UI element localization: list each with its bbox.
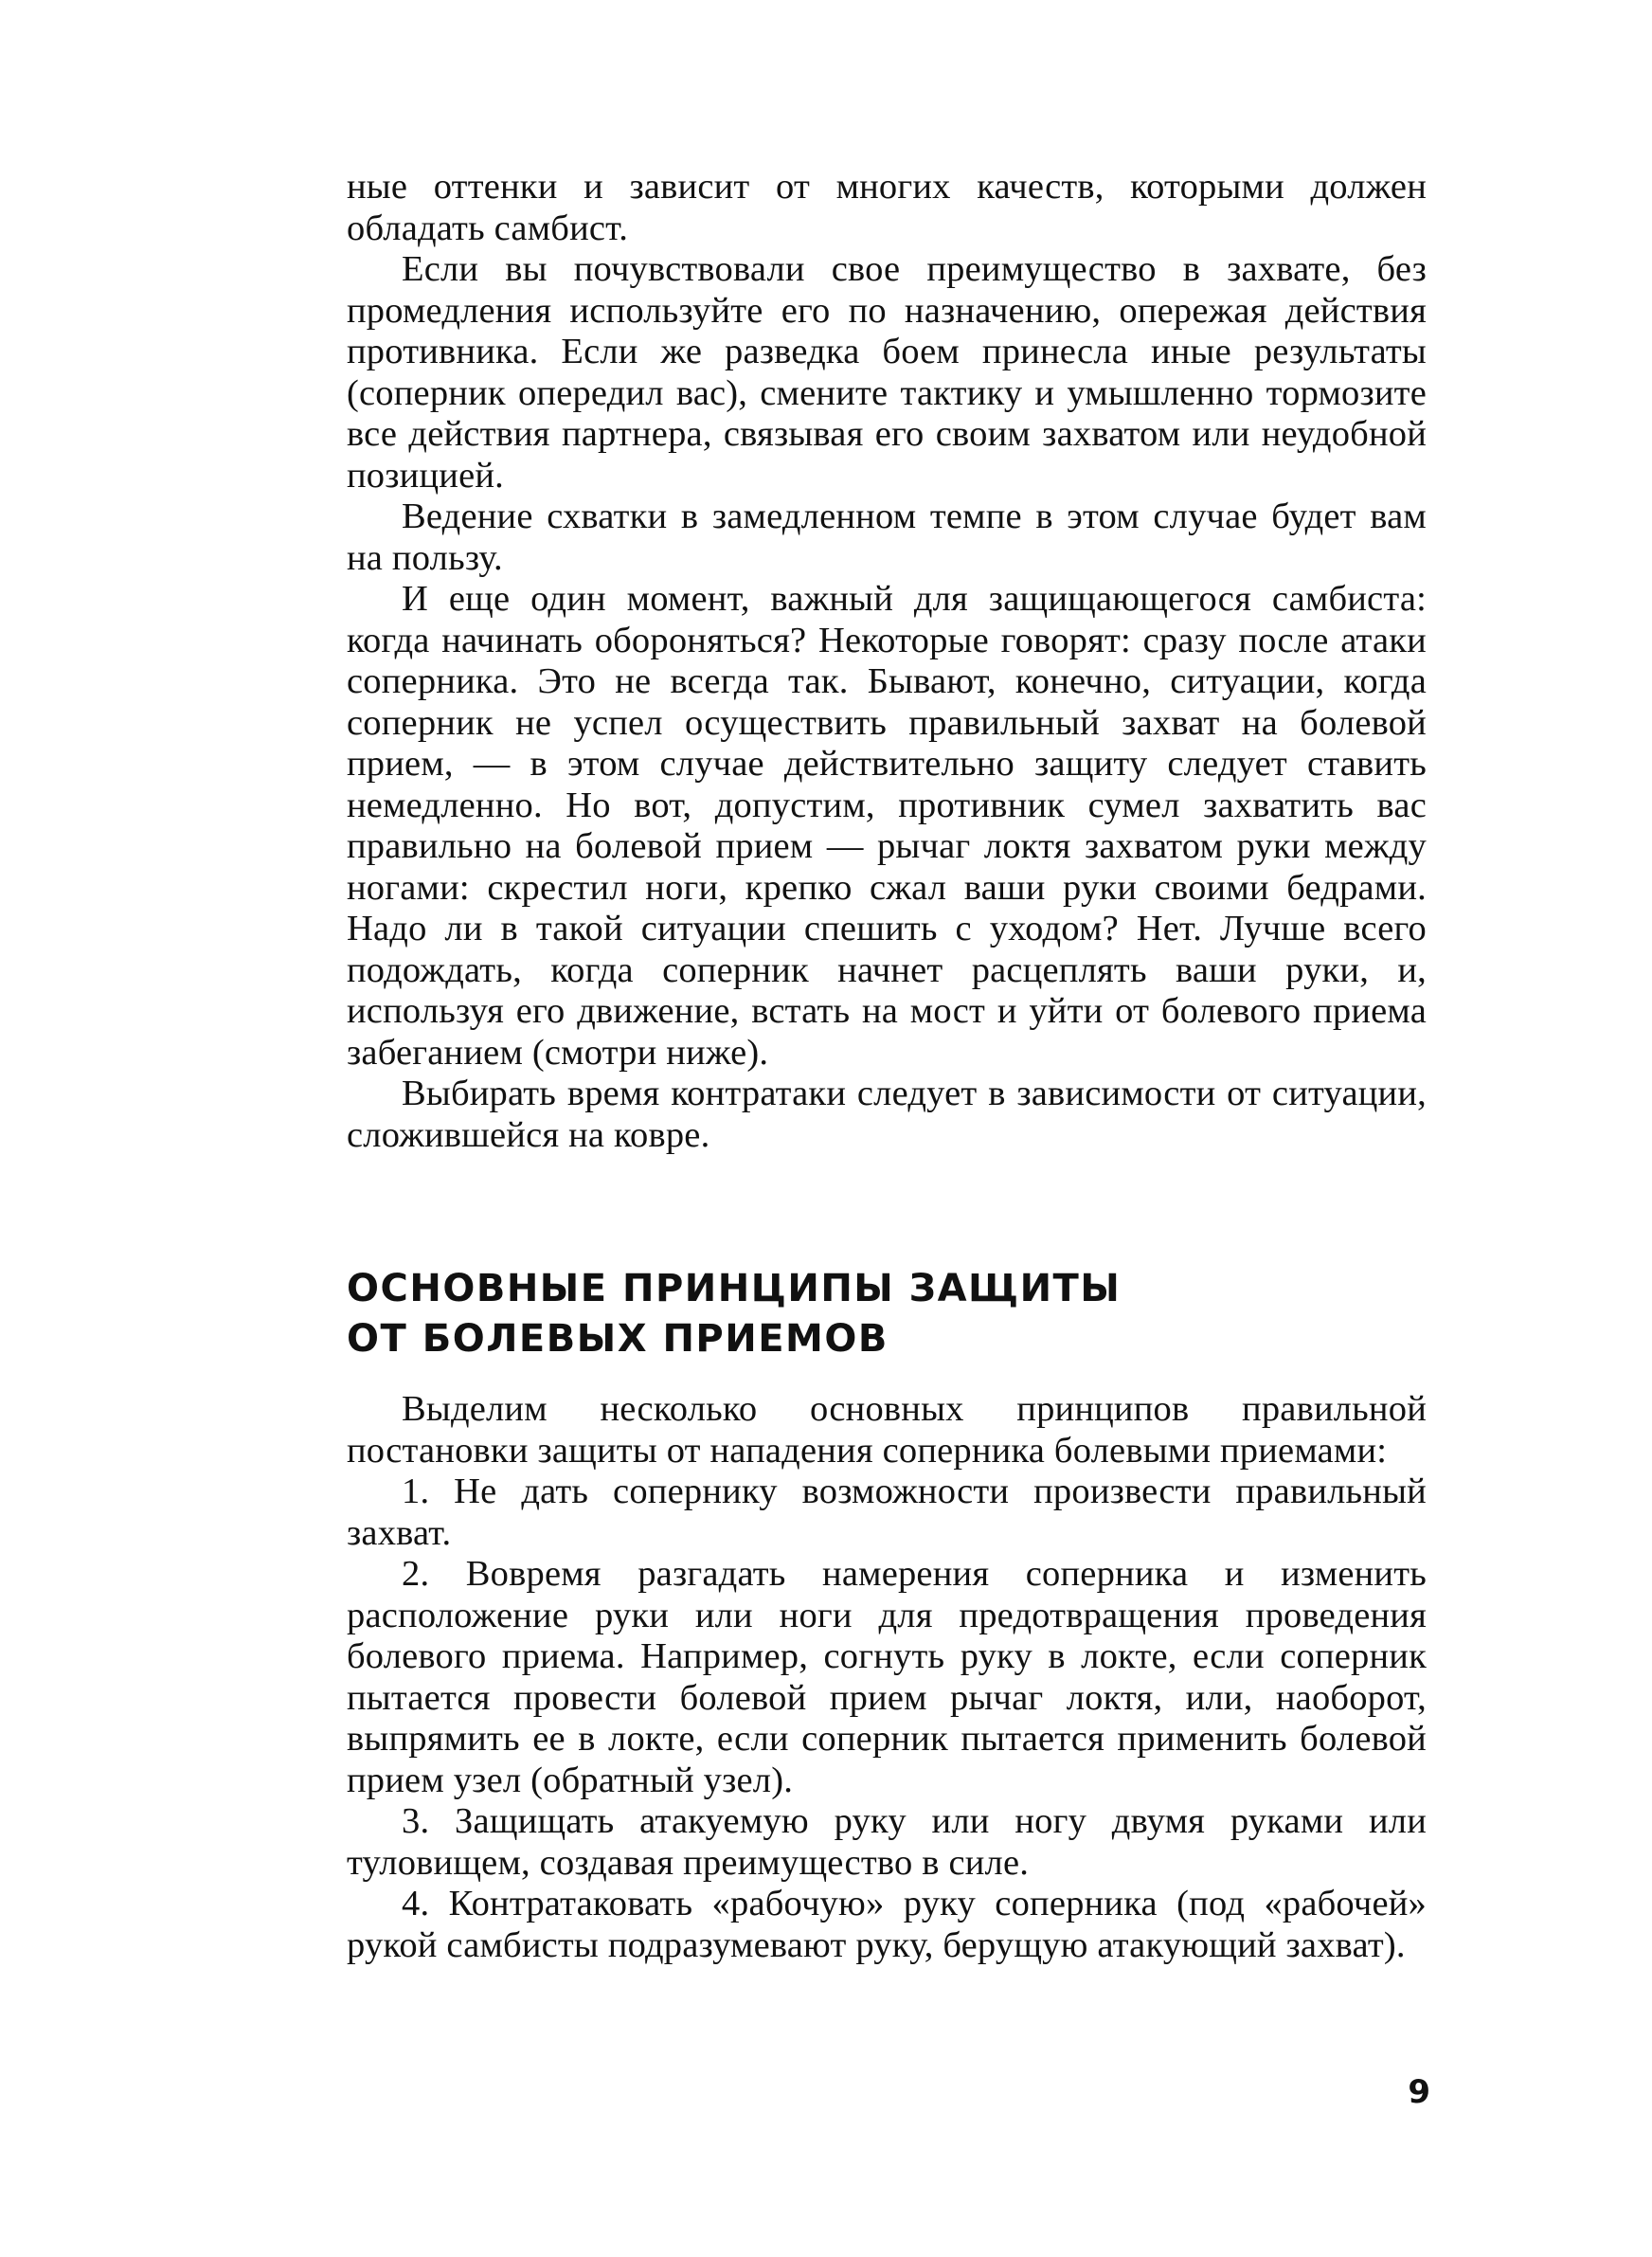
section-heading-line-1: ОСНОВНЫЕ ПРИНЦИПЫ ЗАЩИТЫ xyxy=(347,1267,1122,1310)
list-item-principle-4: 4. Контратаковать «рабочую» руку соперника (под «рабочей» рукой самбисты подразумевают руку, берущую атакующий захват). xyxy=(347,1884,1427,1965)
paragraph-slow-tempo: Ведение схватки в замедленном темпе в этом случае будет вам на пользу. xyxy=(347,497,1427,578)
body-text-bottom xyxy=(347,1389,1427,1966)
body-text-top xyxy=(347,167,1427,1156)
list-item-principle-1: 1. Не дать сопернику возможности произвести правильный захват. xyxy=(347,1472,1427,1553)
list-item-principle-2: 2. Вовремя разгадать намерения соперника и изменить расположение руки или ноги для предотвращения проведения болевого приема. Например, согнуть руку в локте, если соперник пытается провести болевой прием рычаг локтя, или, наоборот, выпрямить ее в локте, если соперник пытается применить болевой прием узел (обратный узел). xyxy=(347,1554,1427,1800)
paragraph-advantage: Если вы почувствовали свое преимущество в захвате, без промедления используйте его по назначению, опережая действия противника. Если же разведка боем принесла иные результаты (соперник опередил вас), смените тактику и умышленно тормозите все действия партнера, связывая его своим захватом или неудобной позицией. xyxy=(347,249,1427,496)
section-heading-line-2: ОТ БОЛЕВЫХ ПРИЕМОВ xyxy=(347,1317,889,1361)
paragraph-principles-intro: Выделим несколько основных принципов правильной постановки защиты от нападения соперника болевыми приемами: xyxy=(347,1389,1427,1471)
page-number: 9 xyxy=(1408,2073,1430,2111)
list-item-principle-3: 3. Защищать атакуемую руку или ногу двумя руками или туловищем, создавая преимущество в силе. xyxy=(347,1801,1427,1883)
section-heading xyxy=(347,1264,1427,1364)
paragraph-counterattack-timing: Выбирать время контратаки следует в зависимости от ситуации, сложившейся на ковре. xyxy=(347,1074,1427,1155)
paragraph-continuation: ные оттенки и зависит от многих качеств, которыми должен обладать самбист. xyxy=(347,167,1427,248)
paragraph-when-to-defend: И еще один момент, важный для защищающегося самбиста: когда начинать обороняться? Некоторые говорят: сразу после атаки соперника. Это не всегда так. Бывают, конечно, ситуации, когда соперник не успел осуществить правильный захват на болевой прием, — в этом случае действительно защиту следует ставить немедленно. Но вот, допустим, противник сумел захватить вас правильно на болевой прием — рычаг локтя захватом руки между ногами: скрестил ноги, крепко сжал ваши руки своими бедрами. Надо ли в такой ситуации спешить с уходом? Нет. Лучше всего подождать, когда соперник начнет расцеплять ваши руки, и, используя его движение, встать на мост и уйти от болевого приема забеганием (смотри ниже). xyxy=(347,579,1427,1073)
